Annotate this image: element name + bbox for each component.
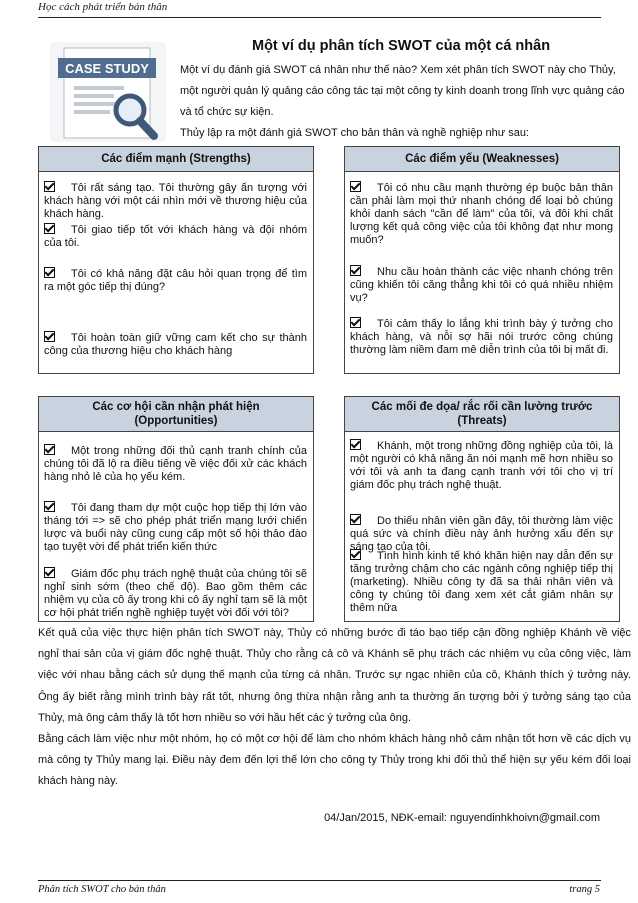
- opportunities-box: [38, 396, 314, 622]
- conclusion-paragraph: Bằng cách làm việc như một nhóm, họ có một cơ hội để làm cho nhóm khách hàng nhỏ cảm nhận tốt hơn về các dịch vụ mà công ty Thủy mang lại. Điều này đem đến lợi thế lớn cho công ty Thủy trong khi đối thủ thể hiện sự yếu kém đối loại khách hàng này.: [38, 733, 631, 788]
- strength-item: Tôi hoàn toàn giữ vững cam kết cho sự thành công của thương hiệu cho khách hàng: [44, 332, 307, 357]
- weakness-item: Nhu cầu hoàn thành các việc nhanh chóng trên cũng khiến tôi căng thẳng khi tôi có quá nhiều nhiệm vụ?: [350, 266, 613, 304]
- opportunity-item: Giám đốc phụ trách nghệ thuật của chúng tôi sẽ nghỉ sinh sớm (theo chế độ). Bao gồm thêm các nhiệm vụ của cô ấy trong khi cô ấy nghỉ tạm sẽ là một cơ hội phát triển nghề nghiệp tuyệt vời đối với tôi?: [44, 568, 307, 619]
- opportunities-header-line1: Các cơ hội cần nhận phát hiện: [92, 401, 260, 413]
- checkbox-icon: [44, 223, 55, 234]
- weaknesses-header: Các điểm yếu (Weaknesses): [345, 147, 619, 172]
- checkbox-icon: [44, 501, 55, 512]
- checkbox-icon: [350, 549, 361, 560]
- header-divider: [38, 17, 601, 18]
- checkbox-icon: [44, 181, 55, 192]
- threat-item: Do thiếu nhân viên gần đây, tôi thường làm việc quá sức và chính điều này ảnh hưởng xấu đến sự sáng tạo của tôi.: [350, 515, 613, 553]
- intro-paragraph: Thủy lập ra một đánh giá SWOT cho bản thân và nghề nghiệp như sau:: [180, 127, 529, 139]
- checkbox-icon: [44, 331, 55, 342]
- strengths-box: [38, 146, 314, 374]
- threats-header: [345, 397, 619, 432]
- page-number: trang 5: [569, 884, 600, 895]
- strength-item: Tôi giao tiếp tốt với khách hàng và đội nhóm của tôi.: [44, 224, 307, 249]
- weakness-item: Tôi cảm thấy lo lắng khi trình bày ý tưởng cho khách hàng, và nỗi sợ hãi nói trước công chúng thường làm niềm đam mê diễn trình của tôi bị mất đi.: [350, 318, 613, 356]
- opportunity-item: Một trong những đối thủ cạnh tranh chính của chúng tôi đã lộ ra điều tiếng về việc đối xử các khách hàng nhỏ lẻ của họ yếu kém.: [44, 445, 307, 483]
- signature-line: 04/Jan/2015, NĐK-email: nguyendinhkhoivn@gmail.com: [324, 812, 600, 824]
- threat-item: Tình hình kinh tế khó khăn hiện nay dẫn đến sự tăng trưởng chậm cho các ngành công nghiệp tiếp thị (marketing). Nhiều công ty đã sa thải nhân viên và công ty chúng tôi đang xem xét cắt giảm nhân sự thêm nữa: [350, 550, 613, 614]
- conclusion-text: [38, 623, 631, 793]
- logo-label: CASE STUDY: [65, 61, 149, 76]
- running-header: Học cách phát triển bản thân: [38, 1, 168, 13]
- intro-text: [180, 60, 632, 144]
- threats-header-line1: Các mối đe dọa/ rắc rối cần lường trước: [371, 401, 593, 413]
- threats-box: [344, 396, 620, 622]
- checkbox-icon: [350, 181, 361, 192]
- conclusion-paragraph: Kết quả của việc thực hiện phân tích SWOT này, Thủy có những bước đi táo bạo tiếp cận đồng nghiệp Khánh về việc nghỉ thai sản của vị giám đốc nghệ thuật. Thủy cho rằng cả cô và Khánh sẽ phụ trách các nhiệm vụ của công việc, làm việc với nhau bằng cách sử dụng thế mạnh của từng cá nhân. Trước sự ngạc nhiên của cô, Khánh thích ý tưởng này. Ông ấy biết rằng mình trình bày rất tốt, nhưng ông thừa nhận rằng anh ta thường ấn tượng bởi ý tưởng sáng tạo của Thủy, mà ông cảm thấy là tốt hơn nhiều so với hầu hết các ý tưởng của ông.: [38, 627, 631, 724]
- footer-divider: [38, 880, 601, 881]
- page-title: Một ví dụ phân tích SWOT của một cá nhân: [252, 38, 551, 54]
- strengths-header: Các điểm mạnh (Strengths): [39, 147, 313, 172]
- checkbox-icon: [350, 317, 361, 328]
- opportunity-item: Tôi đang tham dự một cuộc họp tiếp thị lớn vào tháng tới => sẽ cho phép phát triển mạng lưới chiến lược và buổi này cũng cung cấp một số hội thảo đào tạo tuyệt vời để phát triển kiến thức: [44, 502, 307, 553]
- weaknesses-box: [344, 146, 620, 374]
- weakness-item: Tôi có nhu cầu mạnh thường ép buộc bản thân cần phải làm mọi thứ nhanh chóng để loại bỏ chúng khỏi danh sách "cần để làm" của tôi, và đôi khi chất lượng kết quả công việc của tôi không đạt như mong muốn?: [350, 182, 613, 246]
- footer-title: Phân tích SWOT cho bản thân: [38, 884, 166, 895]
- strength-item: Tôi rất sáng tạo. Tôi thường gây ấn tượng với khách hàng với một cái nhìn mới về thương hiệu của khách hàng.: [44, 182, 307, 220]
- checkbox-icon: [44, 444, 55, 455]
- threat-item: Khánh, một trong những đồng nghiệp của tôi, là một người có khả năng ăn nói mạnh mẽ hơn nhiều so với tôi và anh ta đang cạnh tranh với tôi cho vị trí giám đốc phụ trách nghệ thuật.: [350, 440, 613, 491]
- opportunities-header: [39, 397, 313, 432]
- checkbox-icon: [350, 265, 361, 276]
- checkbox-icon: [350, 514, 361, 525]
- case-study-logo: [44, 36, 172, 148]
- threats-header-line2: (Threats): [457, 415, 507, 427]
- opportunities-header-line2: (Opportunities): [134, 415, 218, 427]
- strength-item: Tôi có khả năng đặt câu hỏi quan trọng để tìm ra một góc tiếp thị đúng?: [44, 268, 307, 293]
- checkbox-icon: [44, 267, 55, 278]
- intro-paragraph: Một ví dụ đánh giá SWOT cá nhân như thế nào? Xem xét phân tích SWOT này cho Thủy, một người quản lý quảng cáo công tác tại một công ty kinh doanh trong lĩnh vực quảng cáo và tổ chức sự kiện.: [180, 64, 625, 118]
- checkbox-icon: [44, 567, 55, 578]
- checkbox-icon: [350, 439, 361, 450]
